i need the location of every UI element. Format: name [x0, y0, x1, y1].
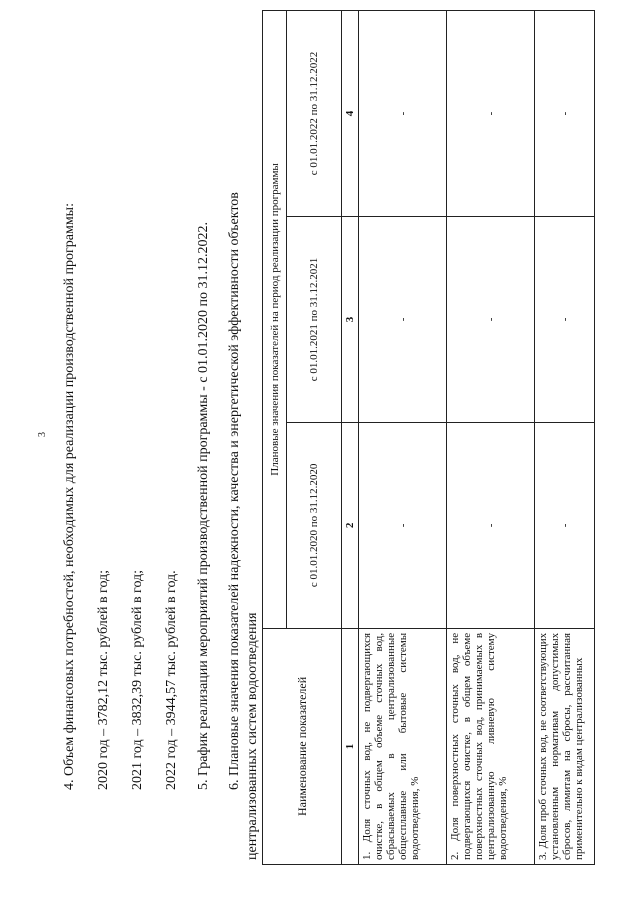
page-number: 3 [37, 432, 48, 437]
paragraph-6-line1: 6. Плановые значения показателей надежности, качества и энергетической эффективности объектов [227, 192, 242, 790]
header-period-group: Плановые значения показателей на период реализации программы [263, 11, 287, 629]
col-number-2: 2 [342, 422, 359, 628]
row-3-value-2022: - [535, 11, 595, 217]
col-number-4: 4 [342, 11, 359, 217]
budget-2021: 2021 год – 3832,39 тыс. рублей в год; [130, 569, 145, 790]
paragraph-4-heading: 4. Объем финансовых потребностей, необходимых для реализации производственной программы: [62, 203, 77, 790]
header-period-2020: с 01.01.2020 по 31.12.2020 [287, 422, 342, 628]
budget-2022: 2022 год – 3944,57 тыс. рублей в год. [164, 570, 179, 790]
paragraph-5: 5. График реализации мероприятий производственной программы - с 01.01.2020 по 31.12.2022. [196, 221, 211, 790]
col-number-3: 3 [342, 216, 359, 422]
header-period-2022: с 01.01.2022 по 31.12.2022 [287, 11, 342, 217]
table-row [447, 11, 535, 865]
table-row [535, 11, 595, 865]
row-1-value-2022: - [359, 11, 447, 217]
row-1-value-2021: - [359, 216, 447, 422]
row-2-value-2022: - [447, 11, 535, 217]
row-3-value-2021: - [535, 216, 595, 422]
row-2-value-2021: - [447, 216, 535, 422]
row-3-value-2020: - [535, 422, 595, 628]
col-number-1: 1 [342, 628, 359, 864]
row-2-value-2020: - [447, 422, 535, 628]
row-2-name: 2. Доля поверхностных сточных вод, не подвергающихся очистке, в общем объеме поверхностных сточных вод, принимаемых в централизованную ливневую систему водоотведения, % [447, 628, 535, 864]
row-3-name: 3. Доля проб сточных вод, не соответствующих установленным нормативам допустимых сбросов, лимитам на сбросы, рассчитанная применительно к видам централизованных [535, 628, 595, 864]
header-name: Наименование показателей [263, 628, 342, 864]
row-1-value-2020: - [359, 422, 447, 628]
header-period-2021: с 01.01.2021 по 31.12.2021 [287, 216, 342, 422]
budget-2020: 2020 год – 3782,12 тыс. рублей в год; [96, 569, 111, 790]
table-row [359, 11, 447, 865]
row-1-name: 1. Доля сточных вод, не подвергающихся очистке, в общем объеме сточных вод, сбрасываемых в централизованные общесплавные или бытовые системы водоотведения, % [359, 628, 447, 864]
paragraph-6-line2: централизованных систем водоотведения [245, 612, 260, 860]
indicators-table [262, 10, 595, 865]
